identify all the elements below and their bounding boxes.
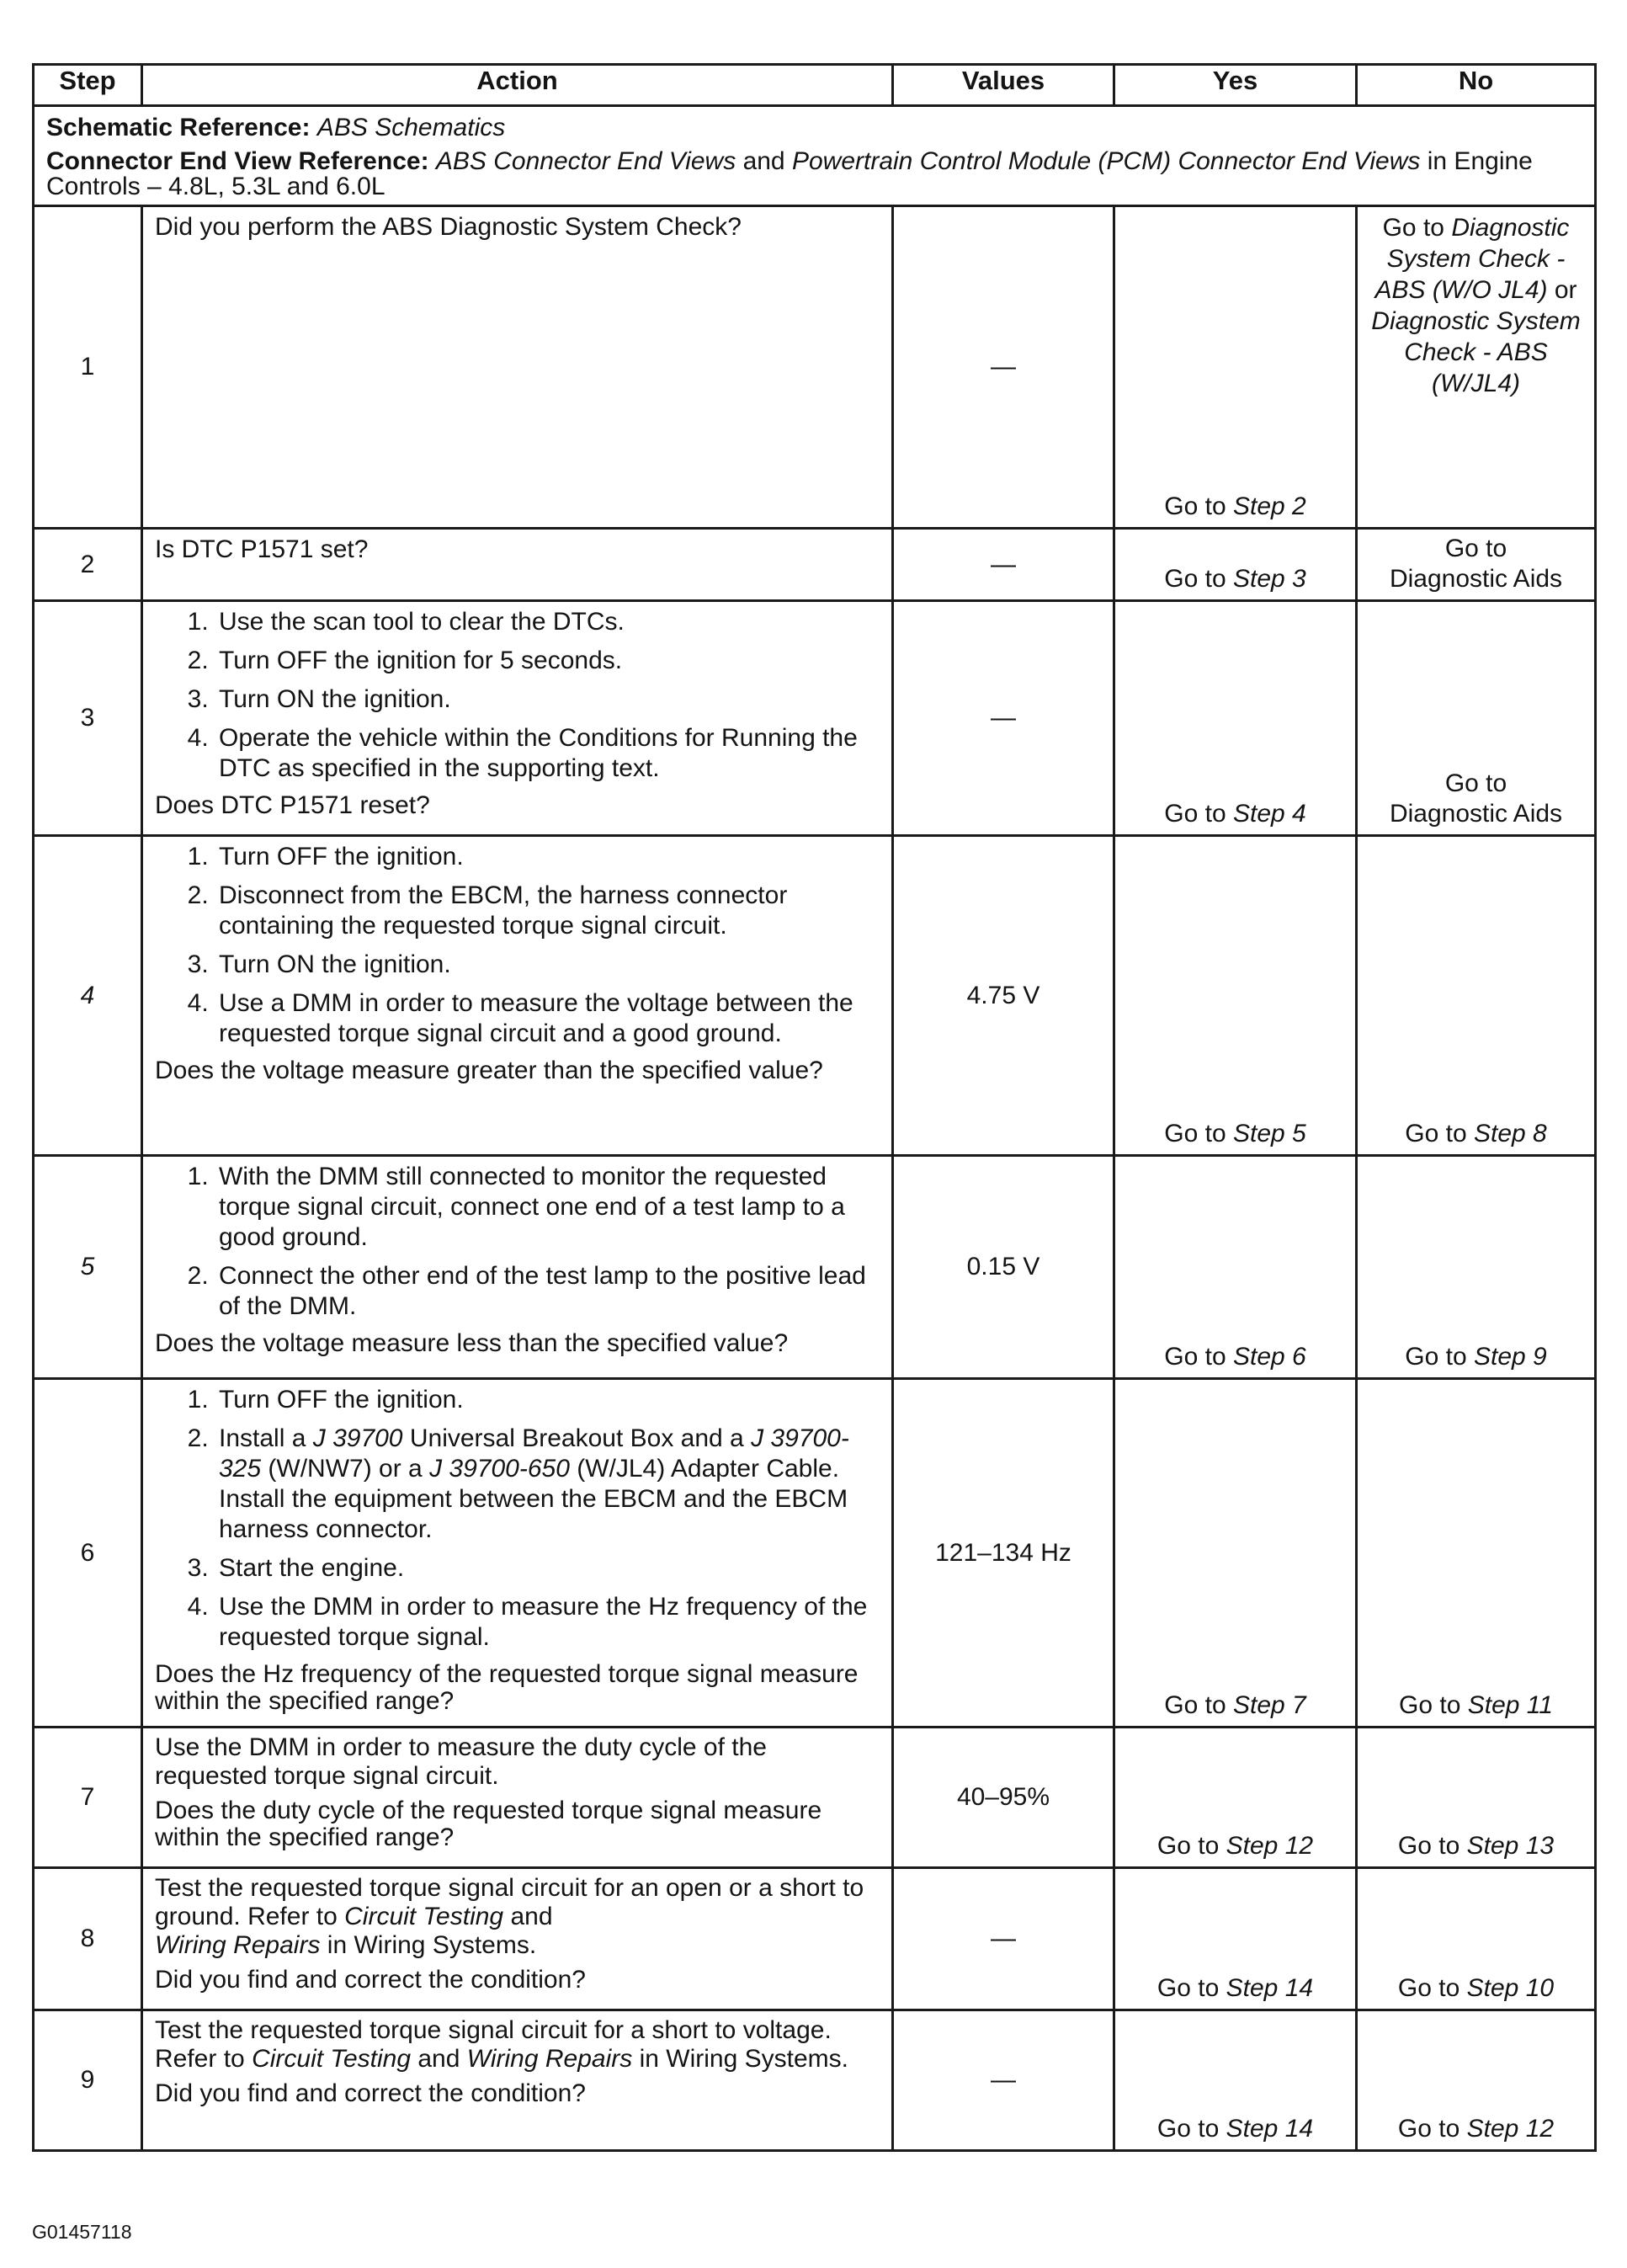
reference-cell — [34, 106, 1596, 206]
no-cell: Go to Step 12 — [1357, 2010, 1596, 2151]
action-item: 4. Operate the vehicle within the Conditions for Running the DTC as specified in the supporting text. — [215, 723, 878, 784]
action-item: 1. With the DMM still connected to monitor the requested torque signal circuit, connect one end of a test lamp to a good ground. — [215, 1162, 878, 1253]
action-steps — [155, 842, 878, 1049]
connector-reference: Connector End View Reference: ABS Connector End Views and Powertrain Control Module (PCM) Connector End Views in Engine Controls – 4.8L, 5.3L and 6.0L — [46, 147, 1533, 200]
action-cell — [142, 601, 893, 836]
action-item: 1. Turn OFF the ignition. — [215, 1385, 878, 1415]
schematic-reference: Schematic Reference: ABS Schematics — [46, 114, 506, 141]
no-cell: Go to Diagnostic Aids — [1357, 529, 1596, 601]
action-cell — [142, 2010, 893, 2151]
action-item: 1. Use the scan tool to clear the DTCs. — [215, 607, 878, 637]
action-cell — [142, 1868, 893, 2010]
header-yes: Yes — [1114, 65, 1357, 106]
value-cell: 40–95% — [893, 1728, 1114, 1868]
action-question: Does the voltage measure greater than the specified value? — [155, 1057, 823, 1084]
action-item: 4. Use a DMM in order to measure the voltage between the requested torque signal circuit and a good ground. — [215, 988, 878, 1049]
action-cell — [142, 1156, 893, 1379]
step-number: 8 — [34, 1868, 142, 2010]
action-steps — [155, 607, 878, 784]
step-number: 4 — [34, 836, 142, 1156]
table-row — [34, 1728, 1596, 1868]
action-question: Is DTC P1571 set? — [155, 535, 369, 563]
step-number: 7 — [34, 1728, 142, 1868]
action-text: Test the requested torque signal circuit for an open or a short to ground. Refer to Circuit Testing and Wiring Repairs in Wiring Systems. — [155, 1874, 864, 1959]
action-question: Did you find and correct the condition? — [155, 1966, 586, 1994]
step-number: 2 — [34, 529, 142, 601]
no-cell: Go to Diagnostic Aids — [1357, 601, 1596, 836]
action-item: 4. Use the DMM in order to measure the Hz frequency of the requested torque signal. — [215, 1592, 878, 1653]
step-number: 5 — [34, 1156, 142, 1379]
action-cell — [142, 836, 893, 1156]
action-cell — [142, 1379, 893, 1728]
yes-cell: Go to Step 4 — [1114, 601, 1357, 836]
table-row — [34, 1156, 1596, 1379]
value-cell: — — [893, 206, 1114, 529]
no-cell: Go to Diagnostic System Check - ABS (W/O JL4) or Diagnostic System Check - ABS (W/JL4) — [1357, 206, 1596, 529]
header-values: Values — [893, 65, 1114, 106]
value-cell: — — [893, 1868, 1114, 2010]
action-question: Does the Hz frequency of the requested torque signal measure within the specified range? — [155, 1660, 859, 1715]
action-item: 3. Start the engine. — [215, 1553, 878, 1584]
value-cell: 121–134 Hz — [893, 1379, 1114, 1728]
table-row — [34, 2010, 1596, 2151]
reference-row — [34, 106, 1596, 206]
table-row — [34, 1868, 1596, 2010]
table-row — [34, 206, 1596, 529]
action-item: 2. Disconnect from the EBCM, the harness connector containing the requested torque signal circuit. — [215, 881, 878, 941]
yes-cell: Go to Step 7 — [1114, 1379, 1357, 1728]
yes-cell: Go to Step 5 — [1114, 836, 1357, 1156]
action-item: 2. Install a J 39700 Universal Breakout Box and a J 39700-325 (W/NW7) or a J 39700-650 (W/JL4) Adapter Cable. Install the equipment between the EBCM and the EBCM harness connector. — [215, 1424, 878, 1545]
action-question: Does the voltage measure less than the specified value? — [155, 1329, 789, 1357]
yes-cell: Go to Step 6 — [1114, 1156, 1357, 1379]
action-text: Use the DMM in order to measure the duty cycle of the requested torque signal circuit. — [155, 1733, 767, 1790]
step-number: 9 — [34, 2010, 142, 2151]
no-cell: Go to Step 9 — [1357, 1156, 1596, 1379]
table-row — [34, 601, 1596, 836]
action-cell — [142, 206, 893, 529]
step-number: 6 — [34, 1379, 142, 1728]
diagnostic-table — [32, 63, 1597, 2152]
no-cell: Go to Step 8 — [1357, 836, 1596, 1156]
yes-cell: Go to Step 14 — [1114, 1868, 1357, 2010]
value-cell: 0.15 V — [893, 1156, 1114, 1379]
action-cell — [142, 1728, 893, 1868]
header-action: Action — [142, 65, 893, 106]
action-item: 1. Turn OFF the ignition. — [215, 842, 878, 872]
header-no: No — [1357, 65, 1596, 106]
action-item: 3. Turn ON the ignition. — [215, 950, 878, 980]
yes-cell: Go to Step 12 — [1114, 1728, 1357, 1868]
action-item: 2. Connect the other end of the test lamp to the positive lead of the DMM. — [215, 1261, 878, 1322]
action-question: Did you find and correct the condition? — [155, 2079, 586, 2107]
no-cell: Go to Step 11 — [1357, 1379, 1596, 1728]
table-row — [34, 836, 1596, 1156]
action-steps — [155, 1162, 878, 1322]
yes-cell: Go to Step 3 — [1114, 529, 1357, 601]
value-cell: — — [893, 601, 1114, 836]
header-row — [34, 65, 1596, 106]
action-text: Test the requested torque signal circuit for a short to voltage. Refer to Circuit Testing and Wiring Repairs in Wiring Systems. — [155, 2016, 848, 2073]
value-cell: 4.75 V — [893, 836, 1114, 1156]
yes-cell: Go to Step 2 — [1114, 206, 1357, 529]
action-item: 3. Turn ON the ignition. — [215, 684, 878, 715]
action-item: 2. Turn OFF the ignition for 5 seconds. — [215, 646, 878, 676]
action-question: Does DTC P1571 reset? — [155, 791, 430, 819]
value-cell: — — [893, 529, 1114, 601]
no-cell: Go to Step 10 — [1357, 1868, 1596, 2010]
action-steps — [155, 1385, 878, 1653]
figure-id: G01457118 — [32, 2221, 132, 2243]
value-cell: — — [893, 2010, 1114, 2151]
header-step: Step — [34, 65, 142, 106]
yes-cell: Go to Step 14 — [1114, 2010, 1357, 2151]
table-row — [34, 529, 1596, 601]
table-row — [34, 1379, 1596, 1728]
action-question: Did you perform the ABS Diagnostic System Check? — [155, 213, 742, 241]
action-cell — [142, 529, 893, 601]
no-cell: Go to Step 13 — [1357, 1728, 1596, 1868]
step-number: 1 — [34, 206, 142, 529]
action-question: Does the duty cycle of the requested torque signal measure within the specified range? — [155, 1797, 822, 1851]
step-number: 3 — [34, 601, 142, 836]
